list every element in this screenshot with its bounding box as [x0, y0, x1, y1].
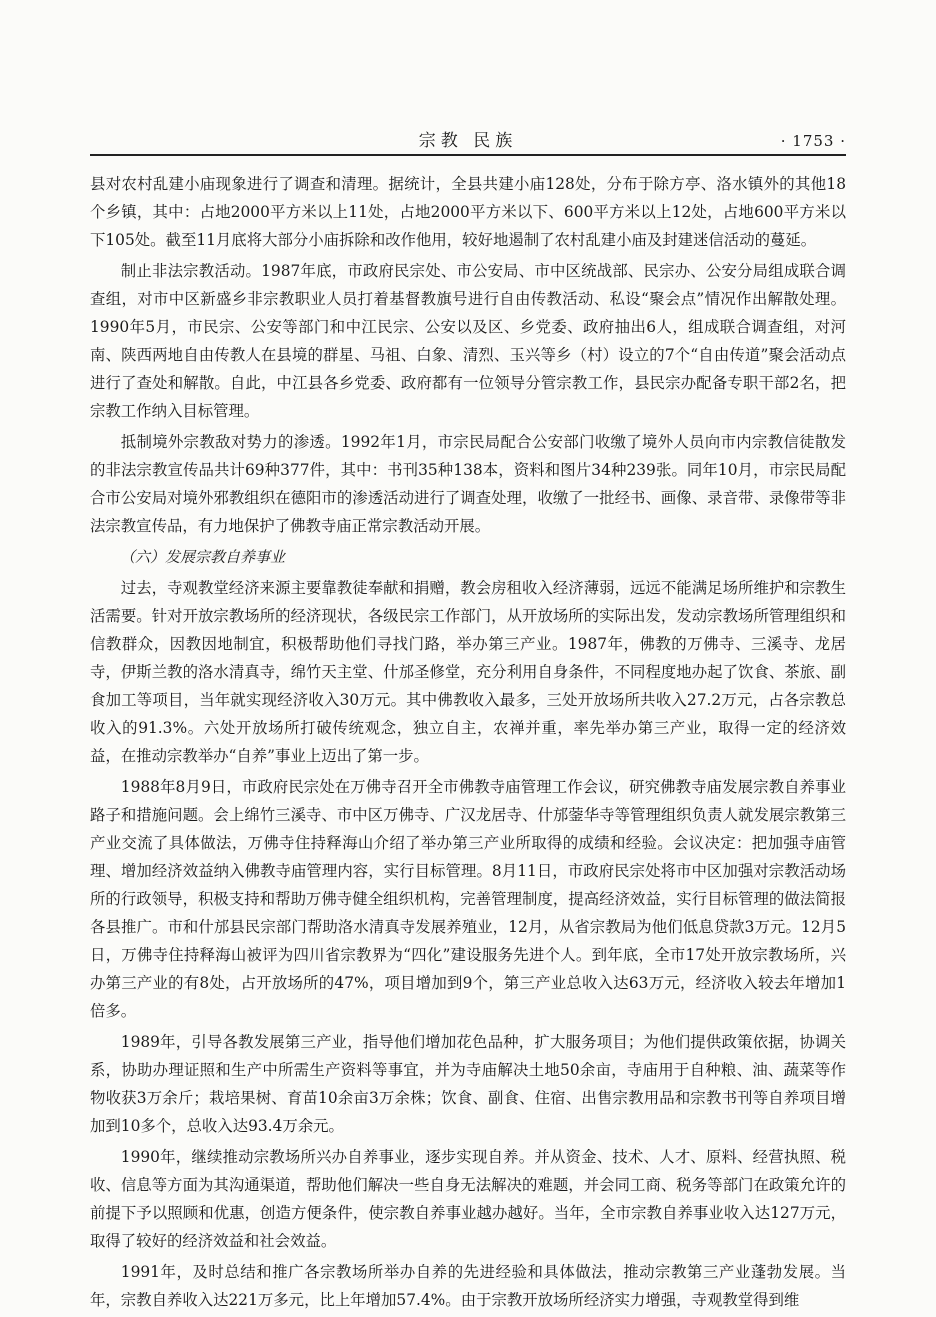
- page-number: · 1753 ·: [780, 132, 846, 150]
- paragraph: 1991年，及时总结和推广各宗教场所举办自养的先进经验和具体做法，推动宗教第三产业蓬勃发展。当年，宗教自养收入达221万多元，比上年增加57.4%。由于宗教开放场所经济实力增强，寺观教堂得到维: [90, 1263, 846, 1309]
- section-heading: （六）发展宗教自养事业: [120, 548, 286, 566]
- paragraph: 1990年，继续推动宗教场所兴办自养事业，逐步实现自养。并从资金、技术、人才、原料、经营执照、税收、信息等方面为其沟通渠道，帮助他们解决一些自身无法解决的难题，并会同工商、税务等部门在政策允许的前提下予以照顾和优惠，创造方便条件，使宗教自养事业越办越好。当年，全市宗教自养事业收入达127万元，取得了较好的经济效益和社会效益。: [90, 1148, 846, 1250]
- paragraph: 制止非法宗教活动。1987年底，市政府民宗处、市公安局、市中区统战部、民宗办、公安分局组成联合调查组，对市中区新盛乡非宗教职业人员打着基督教旗号进行自由传教活动、私设“聚会点”情况作出解散处理。1990年5月，市民宗、公安等部门和中江民宗、公安以及区、乡党委、政府抽出6人，组成联合调查组，对河南、陕西两地自由传教人在县境的群星、马祖、白象、清烈、玉兴等乡（村）设立的7个“自由传道”聚会活动点进行了查处和解散。自此，中江县各乡党委、政府都有一位领导分管宗教工作，县民宗办配备专职干部2名，把宗教工作纳入目标管理。: [90, 262, 846, 420]
- paragraph: 县对农村乱建小庙现象进行了调查和清理。据统计，全县共建小庙128处，分布于除方亭、洛水镇外的其他18个乡镇，其中：占地2000平方米以上11处，占地2000平方米以下、600平方米以上12处，占地600平方米以下105处。截至11月底将大部分小庙拆除和改作他用，较好地遏制了农村乱建小庙及封建迷信活动的蔓延。: [90, 175, 846, 249]
- running-header: [90, 130, 846, 156]
- paragraph: 过去，寺观教堂经济来源主要靠教徒奉献和捐赠，教会房租收入经济薄弱，远远不能满足场所维护和宗教生活需要。针对开放宗教场所的经济现状，各级民宗工作部门，从开放场所的实际出发，发动宗教场所管理组织和信教群众，因教因地制宜，积极帮助他们寻找门路，举办第三产业。1987年，佛教的万佛寺、三溪寺、龙居寺，伊斯兰教的洛水清真寺，绵竹天主堂、什邡圣修堂，充分利用自身条件，不同程度地办起了饮食、茶旅、副食加工等项目，当年就实现经济收入30万元。其中佛教收入最多，三处开放场所共收入27.2万元，占各宗教总收入的91.3%。六处开放场所打破传统观念，独立自主，农禅并重，率先举办第三产业，取得一定的经济效益，在推动宗教举办“自养”事业上迈出了第一步。: [90, 579, 846, 765]
- body-text: [90, 170, 846, 1317]
- paragraph: 抵制境外宗教敌对势力的渗透。1992年1月，市宗民局配合公安部门收缴了境外人员向市内宗教信徒散发的非法宗教宣传品共计69种377件，其中：书刊35种138本，资料和图片34种239张。同年10月，市宗民局配合市公安局对境外邪教组织在德阳市的渗透活动进行了调查处理，收缴了一批经书、画像、录音带、录像带等非法宗教宣传品，有力地保护了佛教寺庙正常宗教活动开展。: [90, 433, 846, 535]
- paragraph: 1989年，引导各教发展第三产业，指导他们增加花色品种，扩大服务项目；为他们提供政策依据，协调关系，协助办理证照和生产中所需生产资料等事宜，并为寺庙解决土地50余亩，寺庙用于自种粮、油、蔬菜等作物收获3万余斤；栽培果树、育苗10余亩3万余株；饮食、副食、住宿、出售宗教用品和宗教书刊等自养项目增加到10多个，总收入达93.4万余元。: [90, 1033, 846, 1135]
- paragraph: 1988年8月9日，市政府民宗处在万佛寺召开全市佛教寺庙管理工作会议，研究佛教寺庙发展宗教自养事业路子和措施问题。会上绵竹三溪寺、市中区万佛寺、广汉龙居寺、什邡蓥华寺等管理组织负责人就发展宗教第三产业交流了具体做法，万佛寺住持释海山介绍了举办第三产业所取得的成绩和经验。会议决定：把加强寺庙管理、增加经济效益纳入佛教寺庙管理内容，实行目标管理。8月11日，市政府民宗处将市中区加强对宗教活动场所的行政领导，积极支持和帮助万佛寺健全组织机构，完善管理制度，提高经济效益，实行目标管理的做法简报各县推广。市和什邡县民宗部门帮助洛水清真寺发展养殖业，12月，从省宗教局为他们低息贷款3万元。12月5日，万佛寺住持释海山被评为四川省宗教界为“四化”建设服务先进个人。到年底，全市17处开放宗教场所，兴办第三产业的有8处，占开放场所的47%，项目增加到9个，第三产业总收入达63万元，经济收入较去年增加1倍多。: [90, 778, 846, 1020]
- section-title: 宗教 民族: [418, 131, 518, 151]
